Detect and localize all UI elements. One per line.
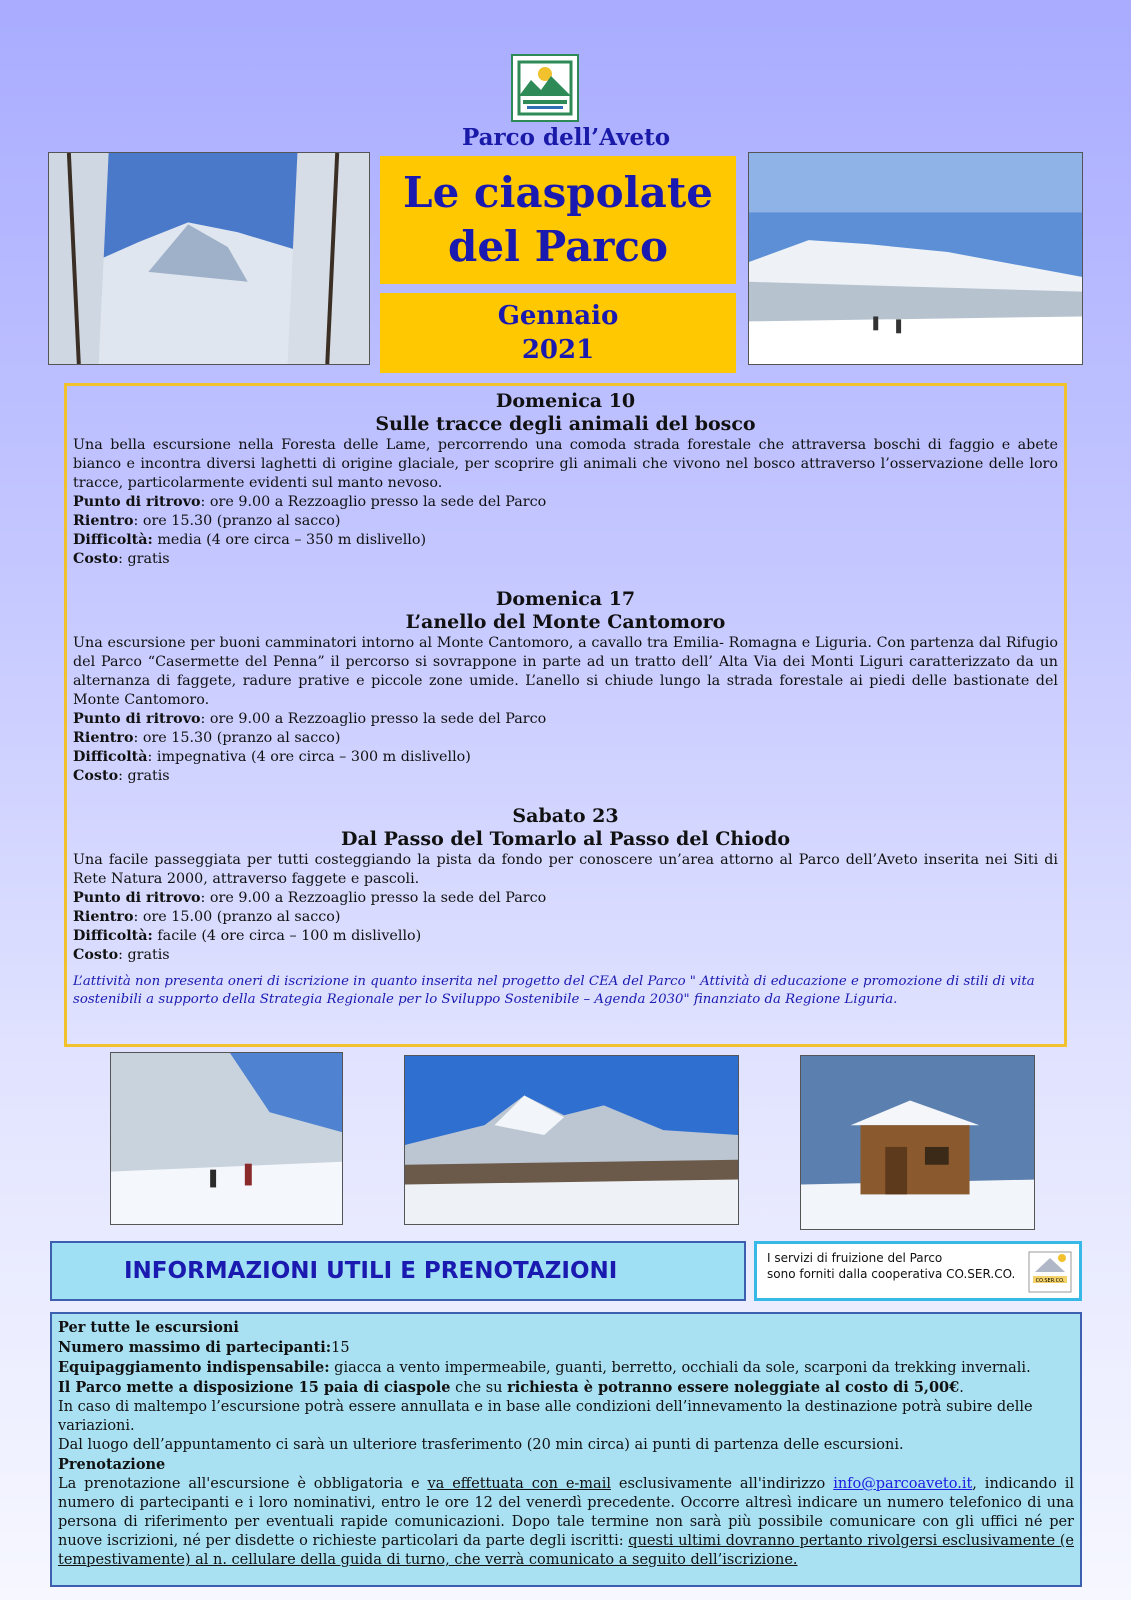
svg-text:CO.SER.CO.: CO.SER.CO. [1035,1278,1065,1284]
park-name: Parco dell’Aveto [461,124,671,151]
event-day: Sabato 23 [512,805,619,827]
booking-info: La prenotazione all'escursione è obbligatoria e va effettuata con e-mail esclusivamente all'indirizzo info@parcoaveto.it, indicando il numero di partecipanti e i loro nominativi, entro le ore 12 del venerdì precedente. Occorre altresì indicare un numero telefonico di una persona di riferimento per eventuali rapide comunicazioni. Dopo tale termine non sarà più possibile comunicare con gli uffici né per nuove iscrizioni, né per disdette o richieste particolari da parte degli iscritti: questi ultimi dovranno pertanto rivolgersi esclusivamente (e tempestivamente) al n. cellulare della guida di turno, che verrà comunicato a seguito dell’iscrizione. [58,1476,1074,1568]
event-cost: Costo: gratis [73,551,170,567]
details-box [50,1312,1082,1587]
wooden-hut-photo [800,1055,1035,1230]
event-title: Dal Passo del Tomarlo al Passo del Chiodo [340,828,791,850]
snowshoe-hikers-photo [110,1052,343,1225]
year-label: 2021 [521,335,595,365]
event-return: Rientro: ore 15.30 (pranzo al sacco) [73,513,341,529]
event-return: Rientro: ore 15.00 (pranzo al sacco) [73,909,341,925]
equipment: Equipaggiamento indispensabile: giacca a vento impermeabile, guanti, berretto, occhiali da sole, scarponi da trekking invernali. [58,1359,1031,1376]
event-1 [73,390,1058,569]
snowy-mountain-hikers-photo [748,152,1083,365]
event-3 [73,805,1058,965]
info-banner: INFORMAZIONI UTILI E PRENOTAZIONI [50,1241,746,1301]
funding-note: L’attività non presenta oneri di iscrizione in quanto inserita nel progetto del CEA del Parco " Attività di educazione e promozione di stili di vita sostenibili a supporto della Strategia Regionale per lo Sviluppo Sostenibile – Agenda 2030" finanziato da Regione Liguria. [73,974,1035,1007]
park-logo [511,54,579,122]
event-description: Una facile passeggiata per tutti costeggiando la pista da fondo per conoscere un’area attorno al Parco dell’Aveto inserita nei Siti di Rete Natura 2000, attraverso faggete e pascoli. [73,852,1058,887]
rental-info: Il Parco mette a disposizione 15 paia di ciaspole che su richiesta è potranno essere noleggiate al costo di 5,00€. [58,1379,964,1396]
event-description: Una escursione per buoni camminatori intorno al Monte Cantomoro, a cavallo tra Emilia- Romagna e Liguria. Con partenza dal Rifugio del Parco “Casermette del Penna” il percorso si sovrappone in parte ad un tratto dell’ Alta Via dei Monti Liguri caratterizzato da un alternanza di faggete, radure prative e piccole zone umide. L’anello si chiude lungo la strada forestale ai piedi delle bastionate del Monte Cantomoro. [73,635,1058,708]
transfer-info: Dal luogo dell’appuntamento ci sarà un ulteriore trasferimento (20 min circa) ai punti di partenza delle escursioni. [58,1437,904,1453]
event-meeting: Punto di ritrovo: ore 9.00 a Rezzoaglio presso la sede del Parco [73,494,547,510]
event-day: Domenica 10 [495,390,636,412]
weather-info: In caso di maltempo l’escursione potrà essere annullata e in base alle condizioni dell’innevamento la destinazione potrà subire delle variazioni. [58,1399,1033,1434]
event-cost: Costo: gratis [73,768,170,784]
event-2 [73,588,1058,786]
main-title-line1: Le ciaspolate [403,168,713,217]
coop-logo [1027,1250,1073,1294]
event-difficulty: Difficoltà: facile (4 ore circa – 100 m dislivello) [73,928,422,944]
coop-line2: sono forniti dalla cooperativa CO.SER.CO. [767,1267,1016,1281]
coop-box [754,1241,1082,1301]
event-title: Sulle tracce degli animali del bosco [375,413,756,435]
event-meeting: Punto di ritrovo: ore 9.00 a Rezzoaglio presso la sede del Parco [73,890,547,906]
mountain-panorama-photo [404,1055,739,1225]
program-box [64,383,1067,1047]
main-title-line2: del Parco [447,222,669,271]
all-excursions-label: Per tutte le escursioni [58,1319,239,1336]
event-day: Domenica 17 [495,588,636,610]
event-return: Rientro: ore 15.30 (pranzo al sacco) [73,730,341,746]
event-difficulty: Difficoltà: media (4 ore circa – 350 m dislivello) [73,532,427,548]
event-description: Una bella escursione nella Foresta delle Lame, percorrendo una comoda strada forestale che attraversa boschi di faggio e abete bianco e incontra diversi laghetti di origine glaciale, per scoprire gli animali che vivono nel bosco attraverso l’osservazione delle loro tracce, particolarmente evidenti sul manto nevoso. [73,437,1058,491]
coop-line1: I servizi di fruizione del Parco [767,1251,943,1265]
booking-label: Prenotazione [58,1456,166,1473]
event-title: L’anello del Monte Cantomoro [405,611,726,633]
month-label: Gennaio [497,301,619,331]
event-meeting: Punto di ritrovo: ore 9.00 a Rezzoaglio presso la sede del Parco [73,711,547,727]
date-box [380,293,736,373]
event-cost: Costo: gratis [73,947,170,963]
max-participants: Numero massimo di partecipanti:15 [58,1339,350,1356]
title-box [380,156,736,284]
snowy-forest-photo [48,152,370,365]
event-difficulty: Difficoltà: impegnativa (4 ore circa – 300 m dislivello) [73,749,471,765]
email-link[interactable]: info@parcoaveto.it [833,1476,973,1492]
